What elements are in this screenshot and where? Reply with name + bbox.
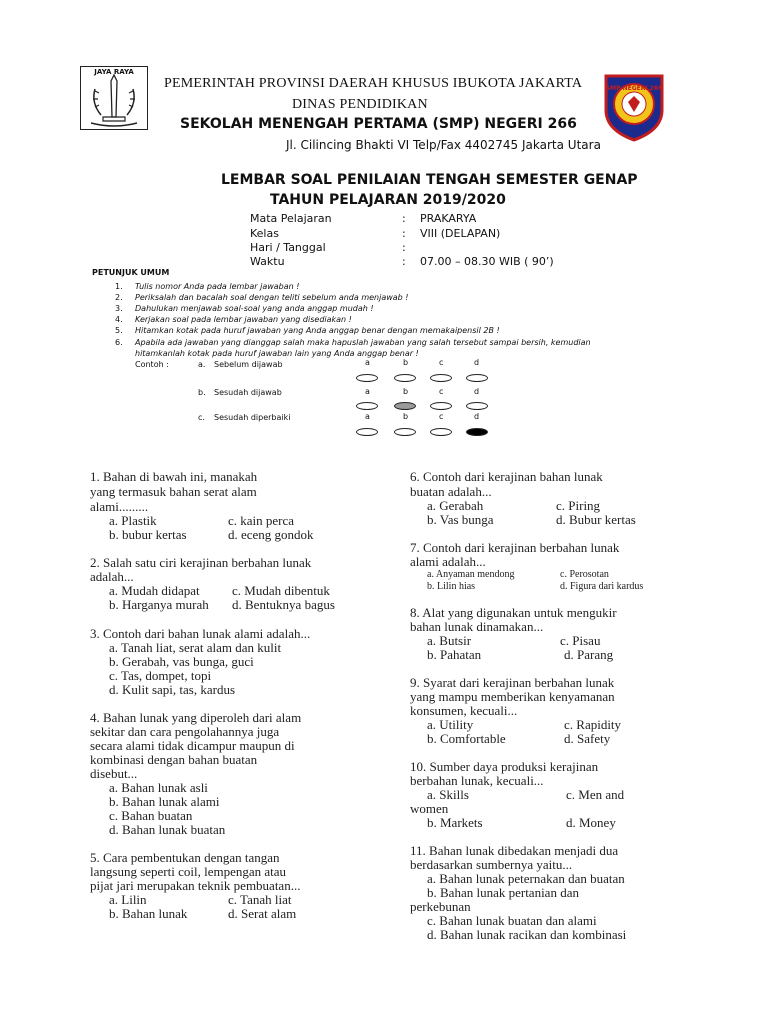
question-text: 8. Alat yang digunakan untuk mengukir (410, 605, 617, 620)
example-letter: d (474, 387, 480, 396)
option: b. bubur kertas (109, 527, 187, 542)
option: d. Bentuknya bagus (232, 597, 335, 612)
option: women (410, 801, 449, 816)
example-letter: d (474, 412, 480, 421)
example-text: Sesudah dijawab (214, 388, 282, 397)
option: b. Bahan lunak pertanian dan (427, 885, 579, 900)
option: b. Bahan lunak (109, 906, 188, 921)
question-text: alami......... (90, 499, 149, 514)
info-sep: : (402, 241, 406, 254)
question-text: yang mampu memberikan kenyamanan (410, 689, 615, 704)
option: c. Rapidity (564, 717, 622, 732)
example-text: Sebelum dijawab (214, 360, 283, 369)
answer-oval (430, 402, 452, 410)
info-value: VIII (DELAPAN) (420, 227, 501, 240)
answer-oval (430, 374, 452, 382)
school-shield-logo (598, 70, 670, 142)
answer-oval-filled (466, 428, 488, 436)
answer-oval (394, 428, 416, 436)
question-text: sekitar dan cara pengolahannya juga (90, 724, 280, 739)
petunjuk-num: 3. (115, 304, 123, 313)
question-text: adalah... (90, 569, 134, 584)
question-text: 4. Bahan lunak yang diperoleh dari alam (90, 710, 302, 725)
petunjuk-text: Dahulukan menjawab soal-soal yang anda anggap mudah ! (135, 304, 374, 313)
option: a. Butsir (427, 633, 472, 648)
question-text: 9. Syarat dari kerajinan berbahan lunak (410, 675, 615, 690)
option: a. Plastik (109, 513, 157, 528)
example-key: a. (198, 360, 206, 369)
option: d. Parang (564, 647, 614, 662)
option: d. Figura dari kardus (560, 581, 644, 592)
petunjuk-num: 4. (115, 315, 123, 324)
option: c. Men and (566, 787, 625, 802)
option: a. Gerabah (427, 498, 484, 513)
option: b. Bahan lunak alami (109, 794, 220, 809)
question-text: berdasarkan sumbernya yaitu... (410, 857, 573, 872)
question-text: kombinasi dengan bahan buatan (90, 752, 258, 767)
petunjuk-num: 2. (115, 293, 123, 302)
info-sep: : (402, 227, 406, 240)
option: d. Bahan lunak buatan (109, 822, 226, 837)
question-text: disebut... (90, 766, 138, 781)
logo-right-caption: SMP NEGERI 266 (605, 85, 663, 92)
example-text: Sesudah diperbaiki (214, 413, 291, 422)
option: a. Tanah liat, serat alam dan kulit (109, 640, 282, 655)
header-address: Jl. Cilincing Bhakti VI Telp/Fax 4402745 Jakarta Utara (286, 138, 601, 152)
option: c. Bahan lunak buatan dan alami (427, 913, 597, 928)
option: a. Anyaman mendong (427, 569, 515, 580)
example-letter: a (365, 412, 370, 421)
option: a. Lilin (109, 892, 147, 907)
option: c. Bahan buatan (109, 808, 193, 823)
question-text: 5. Cara pembentukan dengan tangan (90, 850, 280, 865)
question-text: 11. Bahan lunak dibedakan menjadi dua (410, 843, 619, 858)
petunjuk-text: Periksalah dan bacalah soal dengan teliti sebelum anda menjawab ! (135, 293, 409, 302)
example-key: b. (198, 388, 206, 397)
question-text: berbahan lunak, kecuali... (410, 773, 544, 788)
example-letter: c (439, 358, 444, 367)
option: d. Bahan lunak racikan dan kombinasi (427, 927, 627, 942)
header-government: PEMERINTAH PROVINSI DAERAH KHUSUS IBUKOTA JAKARTA (164, 76, 583, 91)
info-label: Waktu (250, 255, 285, 268)
example-letter: b (403, 387, 409, 396)
option: c. Perosotan (560, 569, 609, 580)
example-letter: c (439, 412, 444, 421)
answer-oval (466, 374, 488, 382)
exam-title: LEMBAR SOAL PENILAIAN TENGAH SEMESTER GENAP (221, 172, 638, 188)
option: d. eceng gondok (228, 527, 314, 542)
question-text: buatan adalah... (410, 484, 492, 499)
answer-oval-shaded (394, 402, 416, 410)
answer-oval (430, 428, 452, 436)
option: c. Tas, dompet, topi (109, 668, 212, 683)
example-letter: b (403, 358, 409, 367)
info-label: Hari / Tanggal (250, 241, 326, 254)
option: c. Tanah liat (228, 892, 292, 907)
petunjuk-num: 5. (115, 326, 123, 335)
answer-oval (356, 428, 378, 436)
petunjuk-text: hitamkanlah kotak pada huruf jawaban lain yang Anda anggap benar ! (135, 349, 419, 358)
question-text: langsung seperti coil, lempengan atau (90, 864, 287, 879)
option: a. Bahan lunak asli (109, 780, 208, 795)
info-sep: : (402, 212, 406, 225)
answer-oval (394, 374, 416, 382)
info-label: Mata Pelajaran (250, 212, 332, 225)
info-sep: : (402, 255, 406, 268)
petunjuk-text: Hitamkan kotak pada huruf jawaban yang Anda anggap benar dengan memakaipensil 2B ! (135, 326, 500, 335)
option: b. Markets (427, 815, 483, 830)
question-text: 1. Bahan di bawah ini, manakah (90, 469, 258, 484)
question-text: pijat jari merupakan teknik pembuatan... (90, 878, 301, 893)
info-value: PRAKARYA (420, 212, 477, 225)
jaya-raya-logo (80, 66, 148, 130)
example-key: c. (198, 413, 205, 422)
question-text: bahan lunak dinamakan... (410, 619, 544, 634)
question-text: 3. Contoh dari bahan lunak alami adalah... (90, 626, 311, 641)
question-text: konsumen, kecuali... (410, 703, 518, 718)
petunjuk-num: 6. (115, 338, 123, 347)
petunjuk-num: 1. (115, 282, 123, 291)
option: b. Vas bunga (427, 512, 494, 527)
example-letter: a (365, 358, 370, 367)
question-text: 2. Salah satu ciri kerajinan berbahan lunak (90, 555, 312, 570)
example-letter: c (439, 387, 444, 396)
option: a. Utility (427, 717, 474, 732)
option: b. Gerabah, vas bunga, guci (109, 654, 254, 669)
contoh-label: Contoh : (135, 360, 169, 369)
header-department: DINAS PENDIDIKAN (292, 97, 428, 112)
answer-oval (466, 402, 488, 410)
option: c. Piring (556, 498, 601, 513)
petunjuk-text: Tulis nomor Anda pada lembar jawaban ! (135, 282, 300, 291)
info-label: Kelas (250, 227, 279, 240)
option: c. Mudah dibentuk (232, 583, 330, 598)
exam-year: TAHUN PELAJARAN 2019/2020 (270, 192, 506, 208)
option: a. Mudah didapat (109, 583, 200, 598)
question-text: 6. Contoh dari kerajinan bahan lunak (410, 469, 603, 484)
option: c. Pisau (560, 633, 601, 648)
petunjuk-heading: PETUNJUK UMUM (92, 268, 170, 277)
info-value: 07.00 – 08.30 WIB ( 90’) (420, 255, 554, 268)
logo-left-caption: JAYA RAYA (94, 68, 134, 76)
monument-icon (81, 67, 147, 129)
question-text: 7. Contoh dari kerajinan berbahan lunak (410, 540, 620, 555)
option: perkebunan (410, 899, 471, 914)
petunjuk-text: Kerjakan soal pada lembar jawaban yang disediakan ! (135, 315, 352, 324)
option: d. Kulit sapi, tas, kardus (109, 682, 236, 697)
example-letter: a (365, 387, 370, 396)
option: b. Lilin hias (427, 581, 476, 592)
option: d. Serat alam (228, 906, 297, 921)
option: b. Comfortable (427, 731, 506, 746)
example-letter: b (403, 412, 409, 421)
question-text: 10. Sumber daya produksi kerajinan (410, 759, 599, 774)
petunjuk-text: Apabila ada jawaban yang dianggap salah maka hapuslah jawaban yang salah tersebut sampai bersih, kemudian (135, 338, 591, 347)
answer-oval (356, 402, 378, 410)
header-school: SEKOLAH MENENGAH PERTAMA (SMP) NEGERI 266 (180, 116, 577, 132)
option: c. kain perca (228, 513, 295, 528)
option: a. Skills (427, 787, 469, 802)
answer-oval (356, 374, 378, 382)
option: a. Bahan lunak peternakan dan buatan (427, 871, 625, 886)
option: d. Safety (564, 731, 611, 746)
option: d. Bubur kertas (556, 512, 636, 527)
question-text: alami adalah... (410, 554, 486, 569)
option: d. Money (566, 815, 616, 830)
example-letter: d (474, 358, 480, 367)
question-text: secara alami tidak dicampur maupun di (90, 738, 295, 753)
option: b. Harganya murah (109, 597, 209, 612)
question-text: yang termasuk bahan serat alam (90, 484, 257, 499)
option: b. Pahatan (427, 647, 482, 662)
